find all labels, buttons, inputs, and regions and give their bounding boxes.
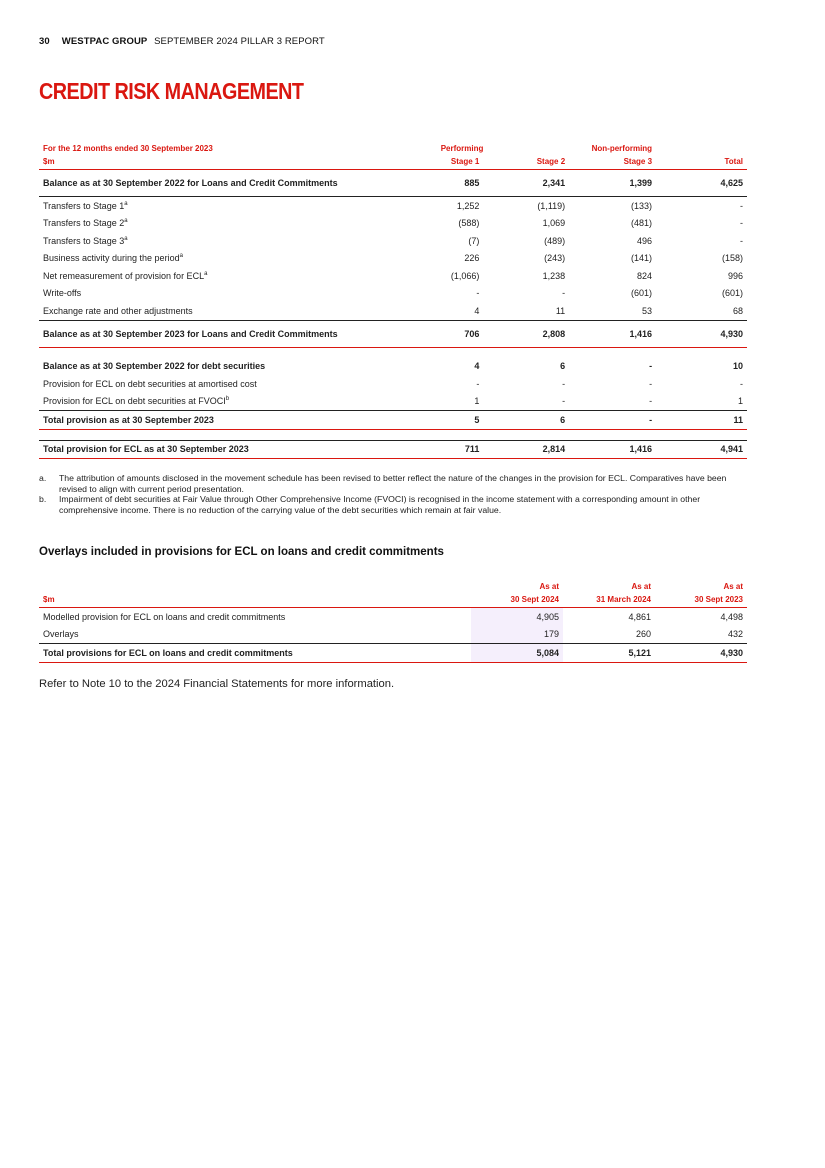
- total-value: -: [740, 218, 743, 229]
- col-stage3: Stage 3: [569, 153, 656, 170]
- table-header-row: [39, 591, 747, 608]
- stage3-value: -: [649, 378, 653, 389]
- col-30-sept-2023: 30 Sept 2023: [655, 591, 747, 608]
- total-value: -: [740, 378, 743, 389]
- table-row: [39, 626, 747, 644]
- org-name: WESTPAC GROUP: [61, 36, 148, 47]
- total-value: 4,625: [656, 170, 747, 197]
- unit-label: $m: [39, 591, 471, 608]
- table-row: [39, 440, 747, 459]
- row-label: Total provisions for ECL on loans and credit commitments: [39, 644, 471, 663]
- stage3-value: (133): [631, 200, 653, 211]
- stage1-value: 4: [474, 361, 480, 372]
- table-header-row: [39, 153, 747, 170]
- row-label: Balance as at 30 September 2022 for Loans and Credit Commitments: [39, 170, 378, 197]
- col-30-sept-2024: 30 Sept 2024: [471, 591, 563, 608]
- table-row: [39, 608, 747, 626]
- table-row: [39, 170, 747, 197]
- stage3-value: -: [649, 361, 653, 372]
- stage1-value: 5: [378, 411, 483, 430]
- stage1-value: 4: [474, 305, 480, 316]
- col-total: Total: [656, 153, 747, 170]
- sept-2023-value: 432: [727, 629, 743, 640]
- table-row: [39, 320, 747, 347]
- stage1-value: (7): [468, 235, 480, 246]
- stage2-value: 11: [555, 305, 566, 316]
- row-label: Balance as at 30 September 2022 for debt securities: [43, 361, 266, 372]
- stage1-value: (1,066): [450, 270, 480, 281]
- table-row: [39, 302, 747, 320]
- stage1-value: -: [476, 378, 480, 389]
- sept-2024-value: 4,905: [471, 608, 563, 626]
- row-label: Modelled provision for ECL on loans and credit commitments: [43, 611, 286, 622]
- stage2-value: 1,069: [542, 218, 566, 229]
- page-header: [39, 36, 325, 47]
- stage3-value: 1,399: [569, 170, 656, 197]
- table-row: [39, 644, 747, 663]
- sept-2023-value: 4,498: [720, 611, 743, 622]
- table-row: [39, 393, 747, 411]
- group-nonperforming: Non-performing: [591, 144, 653, 153]
- page-title: CREDIT RISK MANAGEMENT: [39, 78, 304, 104]
- stage1-value: (588): [458, 218, 480, 229]
- stage3-value: 1,416: [569, 320, 656, 347]
- stage1-value: -: [476, 288, 480, 299]
- row-label: Transfers to Stage 1$^a$: [43, 200, 128, 211]
- total-value: 996: [727, 270, 743, 281]
- stage2-value: 6: [483, 411, 569, 430]
- page-number: 30: [39, 36, 50, 47]
- row-label: Balance as at 30 September 2023 for Loans and Credit Commitments: [39, 320, 378, 347]
- group-performing: Performing: [440, 144, 484, 153]
- total-value: -: [740, 200, 743, 211]
- total-value: 4,930: [656, 320, 747, 347]
- total-value: 4,941: [656, 440, 747, 459]
- section-title: Overlays included in provisions for ECL on loans and credit commitments: [39, 546, 444, 558]
- table-row: [39, 285, 747, 303]
- footnote: a. The attribution of amounts disclosed in the movement schedule has been revised to better reflect the nature of the changes in the provision for ECL. Comparatives have been revised to align with current period presentation.: [39, 473, 727, 494]
- stage1-value: 226: [464, 253, 480, 264]
- stage2-value: -: [483, 393, 569, 411]
- total-value: -: [740, 235, 743, 246]
- stage2-value: (243): [544, 253, 566, 264]
- table-header-row: [39, 137, 747, 153]
- col-stage2: Stage 2: [483, 153, 569, 170]
- stage2-value: -: [562, 378, 566, 389]
- refer-note: Refer to Note 10 to the 2024 Financial Statements for more information.: [39, 678, 395, 690]
- stage3-value: -: [569, 393, 656, 411]
- stage1-value: 1: [378, 393, 483, 411]
- stage1-value: 1,252: [456, 200, 480, 211]
- stage3-value: 496: [637, 235, 653, 246]
- stage1-value: 885: [378, 170, 483, 197]
- row-label: Write-offs: [43, 288, 82, 299]
- total-value: 68: [732, 305, 743, 316]
- stage1-value: 711: [378, 440, 483, 459]
- footnotes: [39, 473, 739, 515]
- stage2-value: 6: [560, 361, 566, 372]
- march-2024-value: 260: [635, 629, 651, 640]
- footnote: b. Impairment of debt securities at Fair Value through Other Comprehensive Income (FVOCI) is recognised in the income statement with a corresponding amount in other comprehensive income. There is no reduction of the carrying value of the debt securities which remain at fair value.: [39, 494, 701, 515]
- as-at-label: As at: [723, 582, 743, 591]
- table-row: [39, 411, 747, 430]
- stage2-value: 1,238: [542, 270, 566, 281]
- total-value: (158): [721, 253, 743, 264]
- sept-2023-value: 4,930: [655, 644, 747, 663]
- col-stage1: Stage 1: [378, 153, 483, 170]
- stage2-value: 2,814: [483, 440, 569, 459]
- march-2024-value: 5,121: [563, 644, 655, 663]
- table-row: [39, 232, 747, 250]
- stage3-value: (601): [631, 288, 653, 299]
- row-label: Exchange rate and other adjustments: [43, 305, 193, 316]
- row-label: Provision for ECL on debt securities at amortised cost: [43, 378, 257, 389]
- total-value: (601): [721, 288, 743, 299]
- table-row: [39, 250, 747, 268]
- stage2-value: 2,808: [483, 320, 569, 347]
- period-label: For the 12 months ended 30 September 2023: [43, 144, 213, 153]
- as-at-label: As at: [539, 582, 559, 591]
- row-label: Overlays: [43, 629, 79, 640]
- col-31-march-2024: 31 March 2024: [563, 591, 655, 608]
- table-row: [39, 215, 747, 233]
- sept-2024-value: 5,084: [471, 644, 563, 663]
- table-row: [39, 358, 747, 376]
- table-row: [39, 375, 747, 393]
- sept-2024-value: 179: [471, 626, 563, 644]
- march-2024-value: 4,861: [628, 611, 651, 622]
- stage3-value: (481): [631, 218, 653, 229]
- stage2-value: (1,119): [537, 200, 566, 211]
- row-label: Transfers to Stage 3$^a$: [43, 235, 128, 246]
- stage1-value: 706: [378, 320, 483, 347]
- row-label: Total provision for ECL as at 30 September 2023: [39, 440, 378, 459]
- row-label: Transfers to Stage 2$^a$: [43, 218, 128, 229]
- row-label: Provision for ECL on debt securities at FVOCI$^b$: [39, 393, 378, 411]
- row-label: Business activity during the period$^a$: [43, 253, 183, 264]
- row-label: Net remeasurement of provision for ECL$^a$: [43, 270, 208, 281]
- stage2-value: (489): [544, 235, 566, 246]
- table-row: [39, 267, 747, 285]
- ecl-movement-table: [39, 137, 747, 459]
- report-name: SEPTEMBER 2024 PILLAR 3 REPORT: [154, 36, 325, 47]
- total-value: 1: [656, 393, 747, 411]
- row-label: Total provision as at 30 September 2023: [39, 411, 378, 430]
- table-row: [39, 197, 747, 215]
- stage3-value: 824: [637, 270, 653, 281]
- stage3-value: 1,416: [569, 440, 656, 459]
- stage3-value: -: [569, 411, 656, 430]
- unit-label: $m: [39, 153, 378, 170]
- stage2-value: 2,341: [483, 170, 569, 197]
- table-header-row: [39, 575, 747, 591]
- stage3-value: 53: [642, 305, 653, 316]
- total-value: 10: [732, 361, 743, 372]
- total-value: 11: [656, 411, 747, 430]
- stage3-value: (141): [631, 253, 653, 264]
- overlays-table: [39, 575, 747, 663]
- stage2-value: -: [562, 288, 566, 299]
- as-at-label: As at: [631, 582, 651, 591]
